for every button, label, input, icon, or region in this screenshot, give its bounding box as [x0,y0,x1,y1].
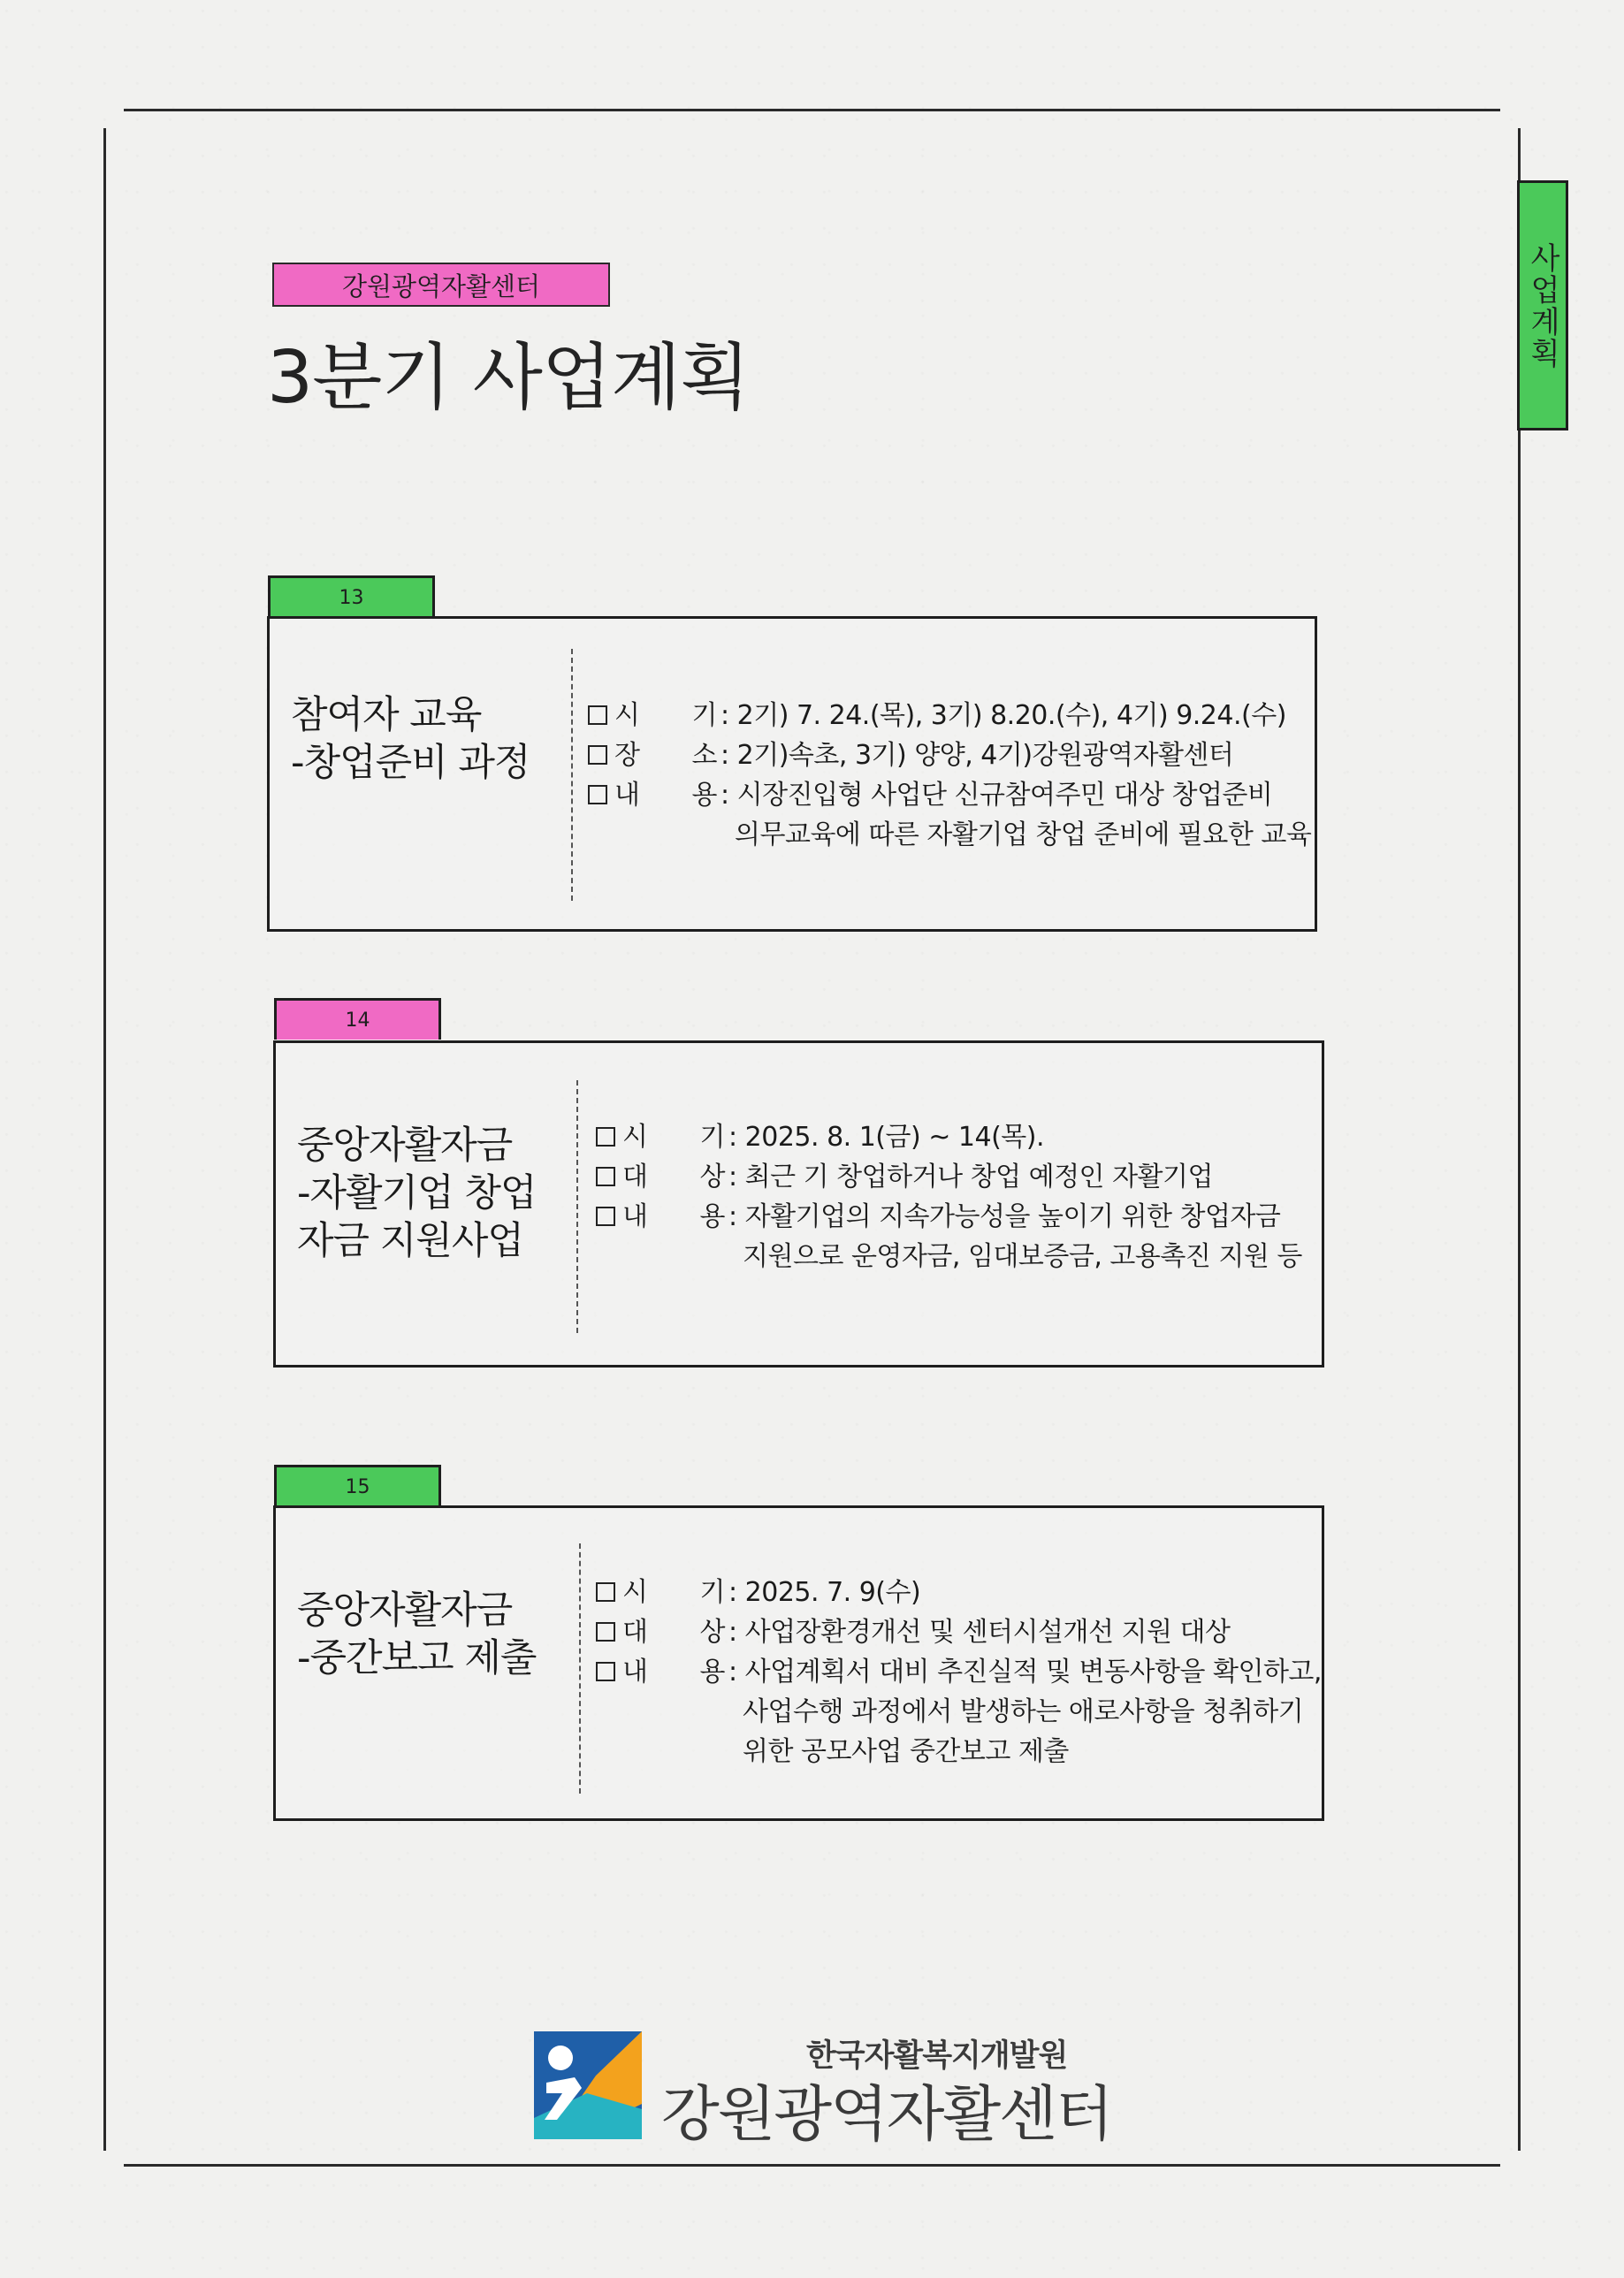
detail-value: : 시장진입형 사업단 신규참여주민 대상 창업준비 [721,780,1273,811]
detail-key-last: 상 [699,1162,725,1192]
section-title-line: 자금 지원사업 [297,1219,523,1263]
detail-key-first: 시 [622,1122,648,1153]
detail-row [596,1652,1322,1692]
section-number-tab: 13 [268,575,435,617]
detail-row [588,735,1311,775]
footer-org-name: 강원광역자활센터 [661,2080,1112,2150]
detail-key-first: 내 [622,1657,648,1688]
section-title-line: 참여자 교육 [291,693,482,737]
detail-key-first: 시 [622,1577,648,1608]
checkbox-icon [596,1622,615,1642]
detail-continuation: 사업수행 과정에서 발생하는 애로사항을 청취하기 [743,1696,1304,1727]
page-title: 3분기 사업계획 [267,336,750,420]
bottom-rule [124,2164,1500,2167]
section-details [588,696,1311,855]
detail-value: : 2기) 7. 24.(목), 3기) 8.20.(수), 4기) 9.24.(수) [721,700,1286,731]
detail-row [596,1117,1302,1157]
top-rule [124,109,1500,111]
detail-key-first: 대 [622,1162,648,1192]
side-tab-label: 사업계획 [1524,241,1560,370]
detail-key-last: 용 [699,1201,725,1232]
detail-key-last: 소 [691,740,717,771]
section-title-line: 중앙자활자금 [297,1589,513,1633]
detail-value: : 사업계획서 대비 추진실적 및 변동사항을 확인하고, [728,1657,1322,1688]
detail-key-last: 기 [699,1577,725,1608]
section-title-line: -창업준비 과정 [291,741,530,785]
section-title [291,691,530,787]
detail-key-first: 내 [622,1201,648,1232]
detail-row [596,1197,1302,1237]
detail-row [596,1573,1322,1612]
checkbox-icon [596,1127,615,1147]
detail-row [596,1612,1322,1652]
footer-org-subtitle: 한국자활복지개발원 [806,2038,1068,2074]
right-rule [1518,128,1521,2151]
side-tab[interactable] [1517,180,1568,430]
detail-value: : 2기)속초, 3기) 양양, 4기)강원광역자활센터 [721,740,1234,771]
section-title [297,1122,536,1265]
left-rule [103,128,106,2151]
detail-row [588,775,1311,815]
section-title-line: 중앙자활자금 [297,1124,513,1168]
detail-key-first: 시 [614,700,640,731]
detail-key-last: 용 [691,780,717,811]
detail-value: : 사업장환경개선 및 센터시설개선 지원 대상 [728,1617,1231,1648]
detail-continuation: 지원으로 운영자금, 임대보증금, 고용촉진 지원 등 [743,1241,1302,1272]
detail-key-last: 상 [699,1617,725,1648]
section-card [273,1505,1324,1821]
checkbox-icon [596,1167,615,1186]
organization-logo-icon [534,2031,642,2139]
detail-value: : 2025. 8. 1(금) ~ 14(목). [728,1122,1045,1153]
dashed-divider [571,649,573,901]
detail-key-first: 대 [622,1617,648,1648]
checkbox-icon [596,1662,615,1681]
org-tag: 강원광역자활센터 [272,263,610,307]
checkbox-icon [588,745,607,765]
detail-key-last: 용 [699,1657,725,1688]
detail-continuation: 위한 공모사업 중간보고 제출 [743,1736,1069,1767]
section-details [596,1117,1302,1276]
section-title [297,1587,536,1682]
checkbox-icon [596,1582,615,1602]
section-card [273,1040,1324,1368]
detail-value: : 자활기업의 지속가능성을 높이기 위한 창업자금 [728,1201,1281,1232]
checkbox-icon [596,1207,615,1226]
section-number-tab: 14 [274,998,441,1040]
section-details [596,1573,1322,1771]
detail-key-first: 장 [614,740,640,771]
section-card [267,616,1317,932]
dashed-divider [576,1080,578,1333]
detail-value: : 2025. 7. 9(수) [728,1577,921,1608]
section-title-line: -중간보고 제출 [297,1636,537,1680]
section-title-line: -자활기업 창업 [297,1171,537,1215]
detail-key-first: 내 [614,780,640,811]
detail-key-last: 기 [691,700,717,731]
detail-key-last: 기 [699,1122,725,1153]
detail-continuation: 의무교육에 따른 자활기업 창업 준비에 필요한 교육 [735,819,1312,850]
detail-row [588,696,1311,735]
dashed-divider [579,1543,581,1794]
section-number-tab: 15 [274,1465,441,1506]
detail-row [596,1157,1302,1197]
detail-value: : 최근 기 창업하거나 창업 예정인 자활기업 [728,1162,1213,1192]
checkbox-icon [588,705,607,725]
checkbox-icon [588,785,607,804]
